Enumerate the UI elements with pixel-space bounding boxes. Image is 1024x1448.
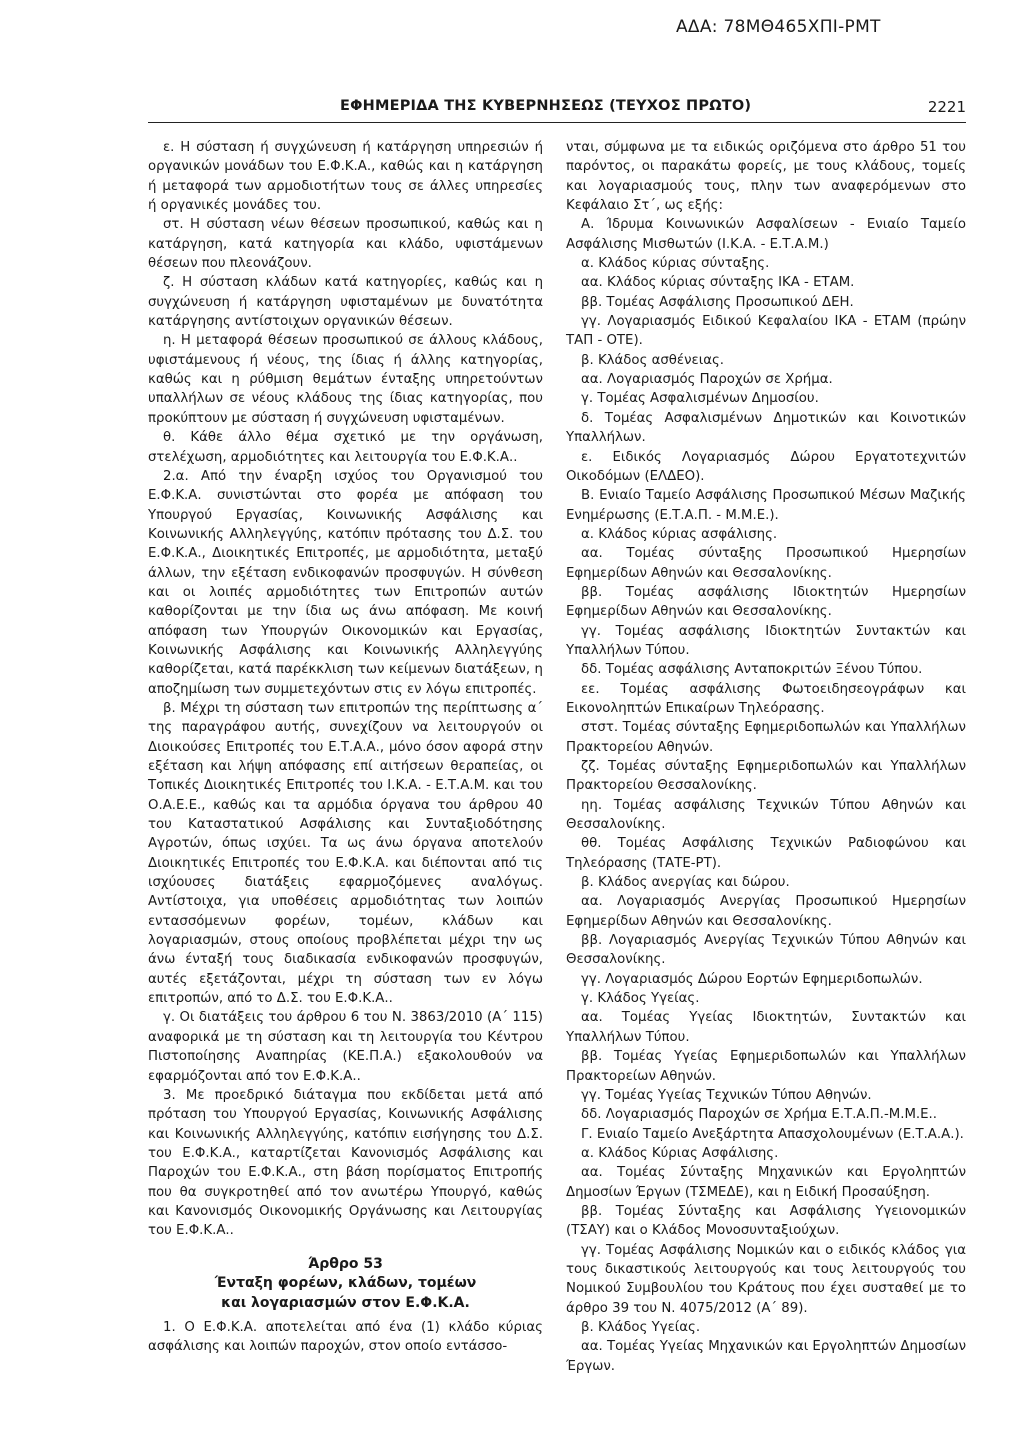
paragraph: 1. Ο Ε.Φ.Κ.Α. αποτελείται από ένα (1) κλάδο κύριας ασφάλισης και λοιπών παροχών, στον οποίο εντάσσο- — [148, 1320, 543, 1355]
paragraph: ε. Η σύσταση ή συγχώνευση ή κατάργηση υπηρεσιών ή οργανικών μονάδων του Ε.Φ.Κ.Α., καθώς και η κατάργηση ή μεταφορά των αρμοδιοτήτων τους σε άλλες υπηρεσίες ή οργανικές μονάδες του. — [148, 140, 543, 214]
list-item: ββ. Τομέας ασφάλισης Ιδιοκτητών Ημερησίων Εφημερίδων Αθηνών και Θεσσαλονίκης. — [566, 584, 966, 620]
list-item: γγ. Τομέας Ασφάλισης Νομικών και ο ειδικός κλάδος για τους δικαστικούς λειτουργούς και τους λειτουργούς του Νομικού Συμβουλίου του Κράτους που έχει συσταθεί με το άρθρο 39 του Ν. 4075/2012 (Α΄ 89). — [566, 1242, 966, 1316]
list-item: αα. Κλάδος κύριας σύνταξης ΙΚΑ - ΕΤΑΜ. — [581, 275, 855, 291]
list-item: γγ. Τομέας Υγείας Τεχνικών Τύπου Αθηνών. — [581, 1087, 872, 1103]
list-item: ββ. Τομέας Ασφάλισης Προσωπικού ΔΕΗ. — [581, 294, 854, 310]
paragraph: 2.α. Από την έναρξη ισχύος του Οργανισμού του Ε.Φ.Κ.Α. συνιστώνται στο φορέα με απόφαση του Υπουργού Εργασίας, Κοινωνικής Ασφάλισης και Κοινωνικής Αλληλεγγύης, κατόπιν πρότασης του Δ.Σ. του Ε.Φ.Κ.Α., Διοικητικές Επιτροπές, με αρμοδιότητα, μεταξύ άλλων, την εξέταση ενδικοφανών προσφυγών. Η σύνθεση και οι λοιπές αρμοδιότητες των Επιτροπών αυτών καθορίζονται με την ίδια ως άνω απόφαση. Με κοινή απόφαση των Υπουργών Οικονομικών και Εργασίας, Κοινωνικής Ασφάλισης και Κοινωνικής Αλληλεγγύης καθορίζεται, κατά παρέκκλιση των κείμενων διατάξεων, η αποζημίωση των συμμετεχόντων στις εν λόγω επιτροπές. — [148, 468, 543, 697]
list-item: β. Κλάδος ανεργίας και δώρου. — [581, 875, 790, 891]
list-item: αα. Λογαριασμός Παροχών σε Χρήμα. — [581, 372, 833, 388]
list-item: α. Κλάδος κύριας ασφάλισης. — [581, 526, 778, 542]
article-heading — [148, 1255, 543, 1314]
list-item: ββ. Τομέας Υγείας Εφημεριδοπωλών και Υπαλλήλων Πρακτορείων Αθηνών. — [566, 1049, 966, 1084]
list-item: θθ. Τομέας Ασφάλισης Τεχνικών Ραδιοφώνου και Τηλεόρασης (ΤΑΤΕ-ΡΤ). — [566, 836, 966, 871]
list-item: ε. Ειδικός Λογαριασμός Δώρου Εργατοτεχνιτών Οικοδόμων (ΕΛΔΕΟ). — [566, 449, 966, 484]
paragraph: β. Μέχρι τη σύσταση των επιτροπών της περίπτωσης α΄ της παραγράφου αυτής, συνεχίζουν να λειτουργούν οι Διοικούσες Επιτροπές του Ε.Τ.Α.Α., μόνο όσον αφορά στην εξέταση και λήψη απόφασης επί αιτήσεων θεραπείας, οι Τοπικές Διοικητικές Επιτροπές του Ι.Κ.Α. - Ε.Τ.Α.Μ. και του Ο.Α.Ε.Ε., καθώς και τα αρμόδια όργανα του άρθρου 40 του Καταστατικού Ασφάλισης και Συνταξιοδότησης Αγροτών, όπως ισχύει. Τα ως άνω όργανα αποτελούν Διοικητικές Επιτροπές του Ε.Φ.Κ.Α. και διέπονται από τις ισχύουσες διατάξεις εφαρμοζόμενες αναλόγως. Αντίστοιχα, για υποθέσεις αρμοδιότητας των λοιπών εντασσόμενων φορέων, τομέων, κλάδων και λογαριασμών, στους οποίους προβλέπεται μέχρι την ως άνω ένταξή τους διαδικασία ενδικοφανών προσφυγών, αυτές εξετάζονται, μέχρι τη σύσταση των εν λόγω επιτροπών, από το Δ.Σ. του Ε.Φ.Κ.Α.. — [148, 700, 543, 1007]
list-item: ββ. Λογαριασμός Ανεργίας Τεχνικών Τύπου Αθηνών και Θεσσαλονίκης. — [566, 933, 966, 968]
list-item: αα. Τομέας σύνταξης Προσωπικού Ημερησίων Εφημερίδων Αθηνών και Θεσσαλονίκης. — [566, 546, 966, 581]
page-number: 2221 — [927, 98, 966, 116]
list-item: στστ. Τομέας σύνταξης Εφημεριδοπωλών και Υπαλλήλων Πρακτορείου Αθηνών. — [566, 720, 966, 755]
list-item: ηη. Τομέας ασφάλισης Τεχνικών Τύπου Αθηνών και Θεσσαλονίκης. — [566, 797, 966, 833]
list-item: αα. Τομέας Υγείας Μηχανικών και Εργοληπτών Δημοσίων Έργων. — [566, 1339, 966, 1374]
paragraph: νται, σύμφωνα με τα ειδικώς οριζόμενα στο άρθρο 51 του παρόντος, οι παρακάτω φορείς, με τους κλάδους, τομείς και λογαριασμούς τους, πλην των αναφερόμενων στο Κεφάλαιο Στ΄, ως εξής: — [566, 140, 966, 214]
list-item: γγ. Λογαριασμός Ειδικού Κεφαλαίου ΙΚΑ - ΕΤΑΜ (πρώην ΤΑΠ - ΟΤΕ). — [566, 314, 966, 349]
list-item: ζζ. Τομέας σύνταξης Εφημεριδοπωλών και Υπαλλήλων Πρακτορείου Θεσσαλονίκης. — [566, 759, 966, 794]
list-item: αα. Τομέας Υγείας Ιδιοκτητών, Συντακτών και Υπαλλήλων Τύπου. — [566, 1010, 966, 1045]
left-column — [148, 138, 543, 1357]
article-number: Άρθρο 53 — [308, 1255, 383, 1272]
article-title-line: και λογαριασμών στον Ε.Φ.Κ.Α. — [221, 1294, 470, 1311]
list-item: ββ. Τομέας Σύνταξης και Ασφάλισης Υγειονομικών (ΤΣΑΥ) και ο Κλάδος Μονοσυνταξιούχων. — [566, 1203, 966, 1239]
list-item: γγ. Λογαριασμός Δώρου Εορτών Εφημεριδοπωλών. — [581, 971, 923, 987]
list-item: αα. Τομέας Σύνταξης Μηχανικών και Εργοληπτών Δημοσίων Έργων (ΤΣΜΕΔΕ), και η Ειδική Προσαύξηση. — [566, 1165, 966, 1200]
list-item: γγ. Τομέας ασφάλισης Ιδιοκτητών Συντακτών και Υπαλλήλων Τύπου. — [566, 623, 966, 658]
journal-title: ΕΦΗΜΕΡΙΔΑ ΤΗΣ ΚΥΒΕΡΝΗΣΕΩΣ (ΤΕΥΧΟΣ ΠΡΩΤΟ) — [340, 98, 752, 114]
paragraph: η. Η μεταφορά θέσεων προσωπικού σε άλλους κλάδους, υφιστάμενους ή νέους, της ίδιας ή άλλης κατηγορίας, καθώς και η ρύθμιση θεμάτων ένταξης υπηρετούντων υπαλλήλων σε νέους κλάδους της ίδιας κατηγορίας, που προκύπτουν με σύσταση ή συγχώνευση υφισταμένων. — [148, 333, 543, 426]
paragraph: 3. Με προεδρικό διάταγμα που εκδίδεται μετά από πρόταση του Υπουργού Εργασίας, Κοινωνικής Ασφάλισης και Κοινωνικής Αλληλεγγύης, κατόπιν εισήγησης του Δ.Σ. του Ε.Φ.Κ.Α., καταρτίζεται Κανονισμός Ασφάλισης και Παροχών του Ε.Φ.Κ.Α., στη βάση πορίσματος Επιτροπής που θα συγκροτηθεί από τον ανωτέρω Υπουργό, καθώς και Κανονισμός Οικονομικής Οργάνωσης και Λειτουργίας του Ε.Φ.Κ.Α.. — [148, 1087, 543, 1239]
list-item: β. Κλάδος Υγείας. — [581, 1319, 701, 1335]
ada-code: ΑΔΑ: 78ΜΘ465ΧΠΙ-ΡΜΤ — [676, 17, 881, 37]
right-column — [566, 138, 966, 1376]
list-item: β. Κλάδος ασθένειας. — [581, 352, 725, 368]
article-title-line: Ένταξη φορέων, κλάδων, τομέων — [214, 1275, 477, 1292]
list-item: α. Κλάδος κύριας σύνταξης. — [581, 256, 770, 272]
paragraph: στ. Η σύσταση νέων θέσεων προσωπικού, καθώς και η κατάργηση, κατά κατηγορία και κλάδο, υφιστάμενων θέσεων που πλεονάζουν. — [148, 217, 543, 272]
paragraph: ζ. Η σύσταση κλάδων κατά κατηγορίες, καθώς και η συγχώνευση ή κατάργηση υφισταμένων με δυνατότητα κατάργησης αντίστοιχων οργανικών θέσεων. — [148, 275, 543, 330]
page-header — [148, 98, 966, 123]
list-item: δδ. Τομέας ασφάλισης Ανταποκριτών Ξένου Τύπου. — [581, 662, 923, 678]
list-item: δδ. Λογαριασμός Παροχών σε Χρήμα Ε.Τ.Α.Π.-Μ.Μ.Ε.. — [581, 1107, 938, 1123]
list-item: α. Κλάδος Κύριας Ασφάλισης. — [581, 1145, 779, 1161]
paragraph: θ. Κάθε άλλο θέμα σχετικό με την οργάνωση, στελέχωση, αρμοδιότητες και λειτουργία του Ε.Φ.Κ.Α.. — [148, 430, 543, 465]
list-item: δ. Τομέας Ασφαλισμένων Δημοτικών και Κοινοτικών Υπαλλήλων. — [566, 410, 966, 446]
list-item: γ. Τομέας Ασφαλισμένων Δημοσίου. — [581, 391, 819, 407]
paragraph: γ. Οι διατάξεις του άρθρου 6 του Ν. 3863/2010 (Α΄ 115) αναφορικά με τη σύσταση και τη λειτουργία του Κέντρου Πιστοποίησης Αναπηρίας (ΚΕ.Π.Α.) εξακολουθούν να εφαρμόζονται από τον Ε.Φ.Κ.Α.. — [148, 1010, 543, 1084]
list-item: Β. Ενιαίο Ταμείο Ασφάλισης Προσωπικού Μέσων Μαζικής Ενημέρωσης (Ε.Τ.Α.Π. - Μ.Μ.Ε.). — [566, 488, 966, 523]
list-item: Γ. Ενιαίο Ταμείο Ανεξάρτητα Απασχολουμένων (Ε.Τ.Α.Α.). — [581, 1126, 964, 1142]
list-item: γ. Κλάδος Υγείας. — [581, 991, 700, 1007]
list-item: Α. Ίδρυμα Κοινωνικών Ασφαλίσεων - Ενιαίο Ταμείο Ασφάλισης Μισθωτών (Ι.Κ.Α. - Ε.Τ.Α.Μ.) — [566, 217, 966, 252]
list-item: εε. Τομέας ασφάλισης Φωτοειδησεογράφων και Εικονοληπτών Επικαίρων Τηλεόρασης. — [566, 681, 966, 716]
list-item: αα. Λογαριασμός Ανεργίας Προσωπικού Ημερησίων Εφημερίδων Αθηνών και Θεσσαλονίκης. — [566, 894, 966, 929]
